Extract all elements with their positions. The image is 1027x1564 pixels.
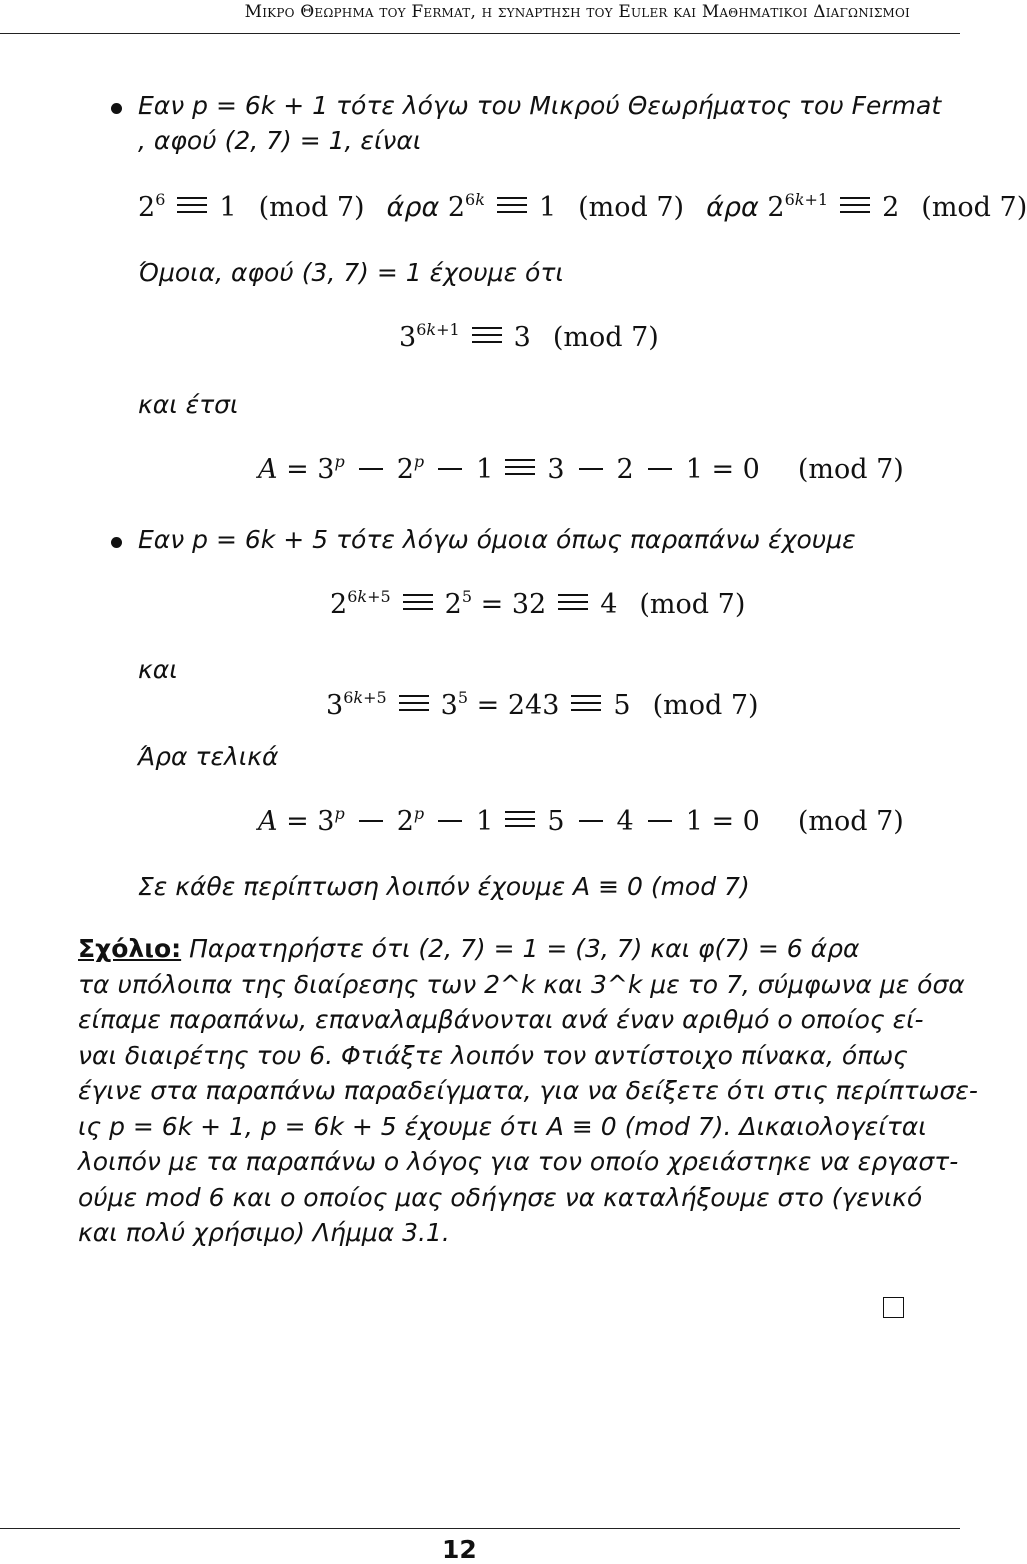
bullet-case-1 [111, 103, 122, 114]
note-row: ναι διαιρέτης του 6. Φτιάξτε λοιπόν τον αντίστοιχο πίνακα, όπως [78, 1040, 908, 1070]
qed-box-icon [883, 1297, 904, 1318]
note-text: Παρατηρήστε ότι (2, 7) = 1 = (3, 7) και φ(7) = 6 άρα [189, 934, 860, 963]
note-label: Σχόλιο: [78, 934, 182, 963]
case2-intro: Εαν p = 6k + 5 τότε λόγω όμοια όπως παραπάνω έχουμε [138, 525, 856, 554]
bullet-case-2 [111, 537, 122, 548]
case1-intro-cont: , αφού (2, 7) = 1, είναι [138, 126, 422, 155]
header-rule [0, 33, 960, 34]
equation-2-power-case-2: $2^{6k+5}$ $2^5 = 32$ 4 (mod 7) [330, 587, 746, 620]
footer-rule [0, 1528, 960, 1529]
conclusion-text: Σε κάθε περίπτωση λοιπόν έχουμε A ≡ 0 (mod 7) [138, 872, 750, 901]
equation-A-case-1: $A = 3^p$ 2$^p$ 1 3 2 1 = 0 (mod 7) [258, 452, 904, 485]
and-text: και [138, 655, 178, 684]
note-row: ούμε mod 6 και ο οποίος μας οδήγησε να καταλήξουμε στο (γενικό [78, 1182, 923, 1212]
equation-powers-of-3: $3^{6k+1}$ 3 (mod 7) [399, 320, 659, 353]
case1-intro: Εαν p = 6k + 1 τότε λόγω του Μικρού Θεωρήματος του Fermat [138, 91, 942, 120]
note-row: και πολύ χρήσιμο) Λήμμα 3.1. [78, 1218, 450, 1247]
note-row [78, 931, 913, 967]
note-paragraph [78, 931, 978, 1251]
equation-3-power-case-2: $3^{6k+5}$ $3^5 = 243$ 5 (mod 7) [326, 688, 759, 721]
note-row: τα υπόλοιπα της διαίρεσης των 2^k και 3^k με το 7, σύμφωνα με όσα [78, 969, 965, 999]
page-number: 12 [442, 1535, 477, 1564]
equation-A-case-2: $A = 3^p$ 2$^p$ 1 5 4 1 = 0 (mod 7) [258, 804, 904, 837]
note-row: είπαμε παραπάνω, επαναλαμβάνονται ανά έναν αριθμό ο οποίος εί- [78, 1005, 924, 1034]
note-row: έγινε στα παραπάνω παραδείγματα, για να δείξετε ότι στις περίπτωσε- [78, 1076, 978, 1105]
similarly-text: Όμοια, αφού (3, 7) = 1 έχουμε ότι [138, 258, 564, 287]
running-header: Μικρο Θεωρημα του Fermat, η συναρτηση του Euler και Μαθηματικοι Διαγωνισμοι [244, 2, 910, 22]
note-row: ις p = 6k + 1, p = 6k + 5 έχουμε ότι A ≡ 0 (mod 7). Δικαιολογείται [78, 1111, 927, 1141]
note-row: λοιπόν με τα παραπάνω ο λόγος για τον οποίο χρειάστηκε να εργαστ- [78, 1147, 959, 1176]
equation-powers-of-2: $2^6$ 1 (mod 7) άρα $2^{6k}$ 1 (mod 7) άρα $2^{6k+1}$ 2 (mod 7) [138, 190, 1027, 223]
and-so-text: και έτσι [138, 390, 239, 419]
finally-text: Άρα τελικά [138, 742, 279, 771]
